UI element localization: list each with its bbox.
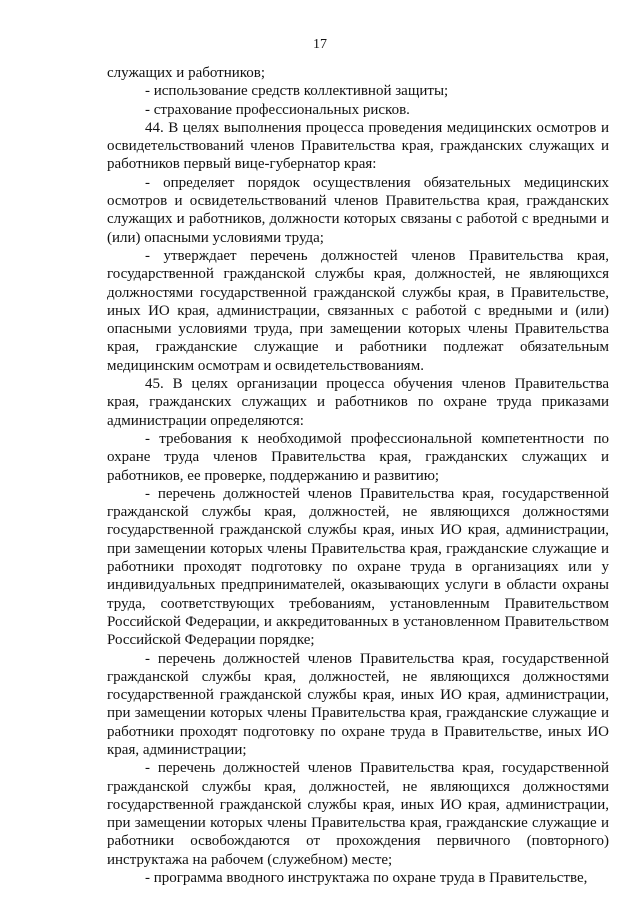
paragraph: 45. В целях организации процесса обучения членов Правительства края, гражданских служащих и работников по охране труда приказами администрации определяются: bbox=[107, 376, 609, 429]
paragraph: - перечень должностей членов Правительства края, государственной гражданской службы края, должностей, не являющихся должностями государственной гражданской службы края, иных ИО края, администрации, при замещении которых члены Правительства края, гражданские служащие и работники проходят подготовку по охране труда в организациях или у индивидуальных предпринимателей, оказывающих услуги в области охраны труда, соответствующих требованиям, установленным Правительством Российской Федерации, и аккредитованных в установленном Правительством Российской Федерации порядке; bbox=[107, 485, 609, 649]
paragraph: - утверждает перечень должностей членов Правительства края, государственной гражданской службы края, должностей, не являющихся должностями государственной гражданской службы края, в Правительстве, иных ИО края, администрации, связанных с работой с вредными и (или) опасными условиями труда, при замещении которых члены Правительства края, гражданские служащие и работники подлежат обязательным медицинским осмотрам и освидетельствованиям. bbox=[107, 247, 609, 374]
paragraph: - программа вводного инструктажа по охране труда в Правительстве, bbox=[145, 870, 588, 887]
page-number: 17 bbox=[313, 37, 327, 52]
paragraph: служащих и работников; bbox=[107, 65, 266, 81]
paragraph: - страхование профессиональных рисков. bbox=[145, 101, 410, 118]
paragraph: - требования к необходимой профессиональной компетентности по охране труда членов Правительства края, гражданских служащих и работников, ее проверке, поддержанию и развитию; bbox=[107, 430, 609, 484]
paragraph: - перечень должностей членов Правительства края, государственной гражданской службы края, должностей, не являющихся должностями государственной гражданской службы края, иных ИО края, администрации, при замещении которых члены Правительства края, гражданские служащие и работники проходят подготовку по охране труда в Правительстве, иных ИО края, администрации; bbox=[107, 650, 609, 758]
document-body bbox=[107, 64, 609, 887]
paragraph: - определяет порядок осуществления обязательных медицинских осмотров и освидетельствований членов Правительства края, гражданских служащих и работников, должности которых связаны с работой с вредными и (или) опасными условиями труда; bbox=[107, 174, 609, 246]
paragraph: - использование средств коллективной защиты; bbox=[145, 83, 449, 100]
paragraph: 44. В целях выполнения процесса проведения медицинских осмотров и освидетельствований членов Правительства края, гражданских служащих и работников первый вице-губернатор края: bbox=[107, 119, 609, 173]
paragraph: - перечень должностей членов Правительства края, государственной гражданской службы края, должностей, не являющихся должностями государственной гражданской службы края, иных ИО края, администрации, при замещении которых члены Правительства края, гражданские служащие и работники освобождаются от прохождения первичного (повторного) инструктажа на рабочем (служебном) месте; bbox=[107, 760, 609, 868]
